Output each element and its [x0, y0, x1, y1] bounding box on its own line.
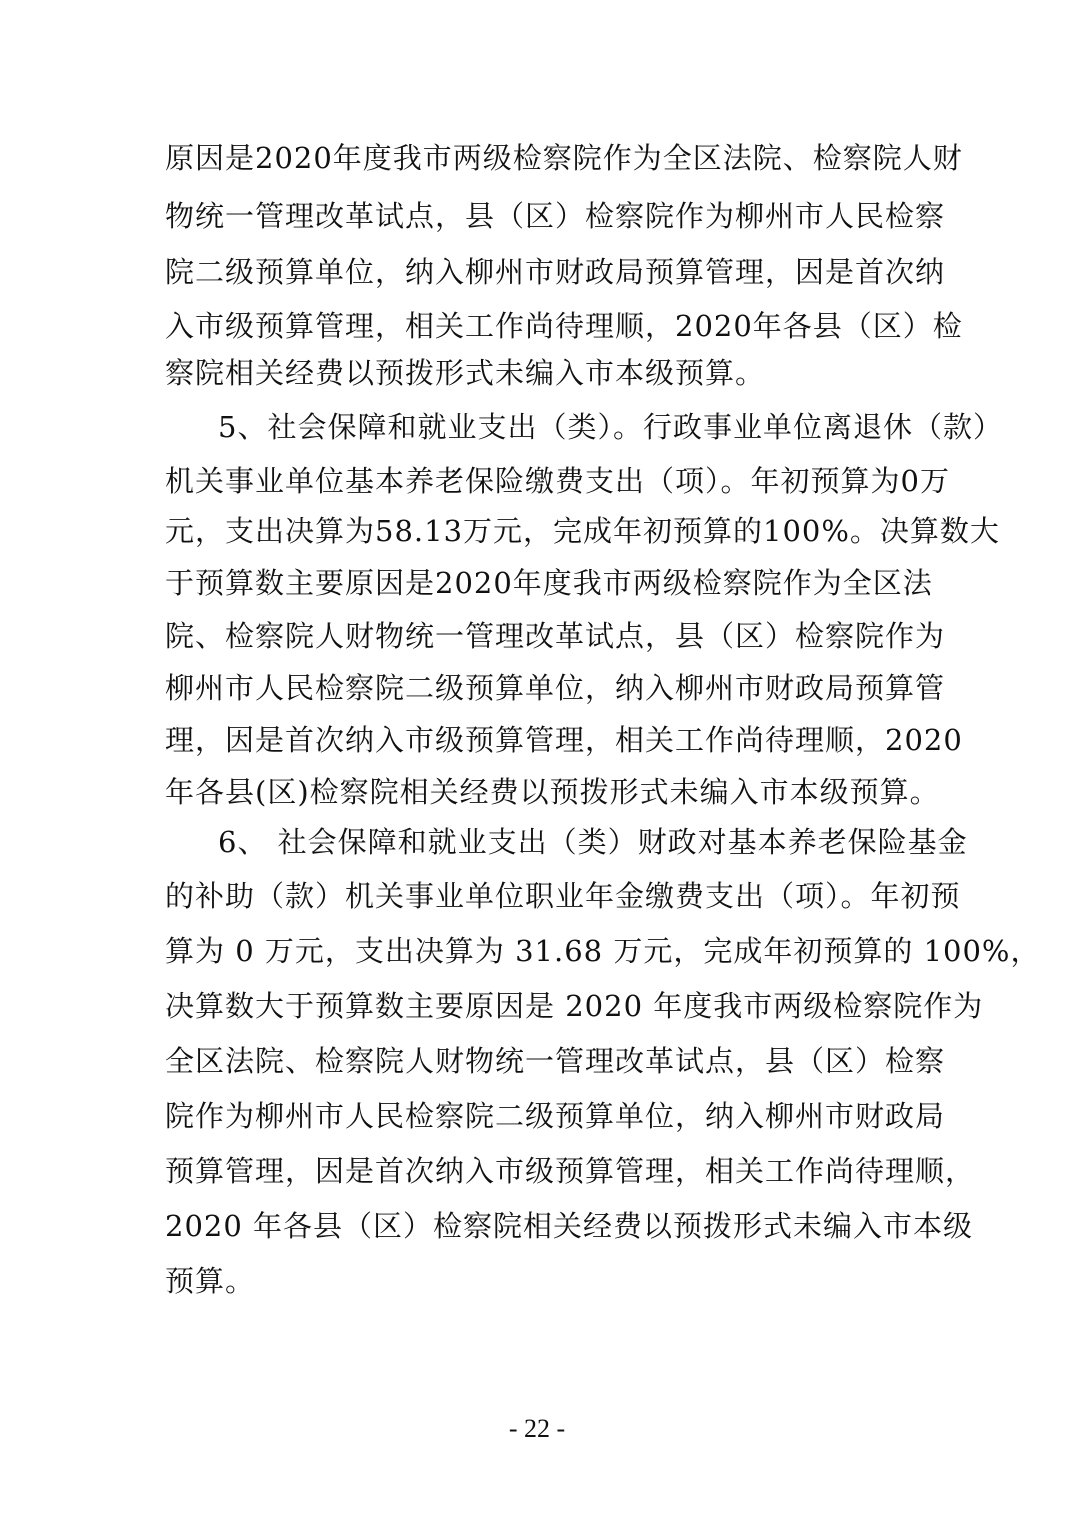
- text-line: 元，支出决算为58.13万元，完成年初预算的100%。决算数大: [165, 514, 1000, 548]
- text-line: 院作为柳州市人民检察院二级预算单位，纳入柳州市财政局: [165, 1099, 946, 1133]
- text-line: 于预算数主要原因是2020年度我市两级检察院作为全区法: [165, 566, 933, 600]
- text-line: 5、社会保障和就业支出（类）。行政事业单位离退休（款）: [218, 410, 1003, 444]
- text-line: 入市级预算管理，相关工作尚待理顺，2020年各县（区）检: [165, 309, 963, 343]
- text-line: 物统一管理改革试点，县（区）检察院作为柳州市人民检察: [165, 199, 946, 233]
- text-line: 6、 社会保障和就业支出（类）财政对基本养老保险基金: [218, 825, 968, 859]
- text-line: 原因是2020年度我市两级检察院作为全区法院、检察院人财: [165, 141, 963, 175]
- text-line: 机关事业单位基本养老保险缴费支出（项）。年初预算为0万: [165, 464, 950, 498]
- text-line: 预算管理，因是首次纳入市级预算管理，相关工作尚待理顺，: [165, 1154, 976, 1188]
- text-line: 院二级预算单位，纳入柳州市财政局预算管理，因是首次纳: [165, 255, 946, 289]
- text-line: 全区法院、检察院人财物统一管理改革试点，县（区）检察: [165, 1044, 946, 1078]
- text-line: 理，因是首次纳入市级预算管理，相关工作尚待理顺，2020: [165, 723, 963, 757]
- text-line: 决算数大于预算数主要原因是 2020 年度我市两级检察院作为: [165, 989, 984, 1023]
- text-line: 算为 0 万元，支出决算为 31.68 万元，完成年初预算的 100%，: [165, 934, 1041, 968]
- text-line: 院、检察院人财物统一管理改革试点，县（区）检察院作为: [165, 619, 946, 653]
- text-line: 2020 年各县（区）检察院相关经费以预拨形式未编入市本级: [165, 1209, 974, 1243]
- text-line: 察院相关经费以预拨形式未编入市本级预算。: [165, 356, 766, 390]
- text-line: 预算。: [165, 1264, 256, 1298]
- text-line: 年各县(区)检察院相关经费以预拨形式未编入市本级预算。: [165, 775, 940, 809]
- text-line: 的补助（款）机关事业单位职业年金缴费支出（项）。年初预: [165, 879, 961, 913]
- text-line: 柳州市人民检察院二级预算单位，纳入柳州市财政局预算管: [165, 671, 946, 705]
- page-number: - 22 -: [508, 1414, 566, 1443]
